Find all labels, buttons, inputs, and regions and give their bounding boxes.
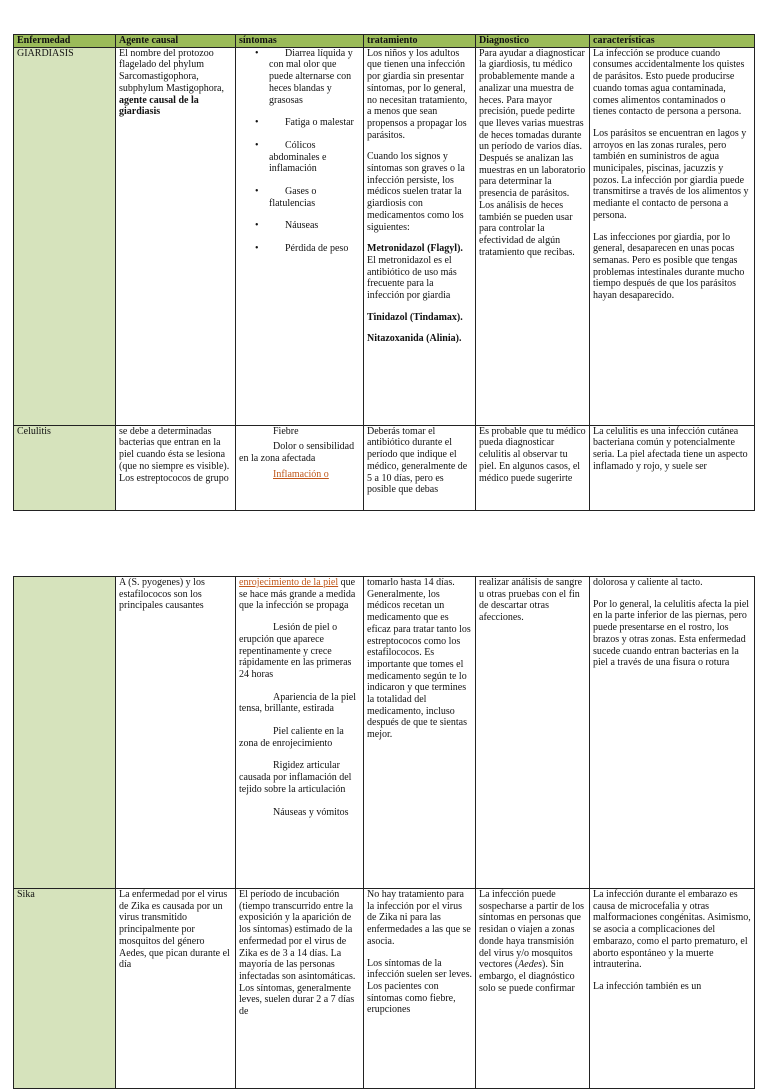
inflamacion-link[interactable]: Inflamación o [273, 468, 329, 480]
symptom-item: Lesión de piel o erupción que aparece repentinamente y crece rápidamente en las primeras 24 horas [239, 622, 352, 680]
characteristics-paragraph: La infección también es un [593, 980, 702, 992]
diagnosis-zika: La infección puede sospecharse a partir de los síntomas en personas que residan o viajen a zonas donde haya transmisión del virus y/o mosquitos vectores (Aedes). Sin embargo, el diagnóstico solo se puede confirmar [476, 889, 590, 1089]
disease-name-zika: Sika [14, 889, 116, 1089]
drug-nitazoxanida: Nitazoxanida (Alinia). [367, 333, 462, 345]
treatment-paragraph: No hay tratamiento para la infección por el virus de Zika ni para las enfermedades a las que se asocia. [367, 889, 471, 947]
disease-name-giardiasis: GIARDIASIS [14, 47, 116, 425]
symptom-item: Apariencia de la piel tensa, brillante, estirada [239, 691, 357, 715]
characteristics-paragraph: La infección se produce cuando consumes accidentalmente los quistes de parásitos. Esto puede producirse cuando tomas agua contaminada, comes alimentos contaminados o tienes contacto de persona a persona. [593, 47, 745, 118]
characteristics-paragraph: Los parásitos se encuentran en lagos y arroyos en las zonas rurales, pero también en suministros de agua municipales, piscinas, jacuzzis y pozos. La infección por giardia puede transmitirse a través de los alimentos y mediante el contacto de persona a persona. [593, 127, 749, 221]
row-giardiasis [14, 47, 755, 425]
characteristics-celulitis: La celulitis es una infección cutánea bacteriana común y potencialmente seria. La piel afectada tiene un aspecto inflamado y rojo, y suele ser [590, 425, 755, 510]
treatment-paragraph: Los niños y los adultos que tienen una infección por giardia sin presentar síntomas, por lo general, no necesitan tratamiento, a menos que sean propensos a propagar los parásitos. [367, 47, 468, 141]
disease-name-celulitis-cont [14, 577, 116, 889]
drug-metronidazol: Metronidazol (Flagyl). El metronidazol es el antibiótico de uso más frecuente para la infección por giardia [367, 243, 463, 302]
enrojecimiento-link[interactable]: enrojecimiento de la piel [239, 577, 339, 588]
diagnosis-giardiasis: Para ayudar a diagnosticar la giardiosis, tu médico probablemente mande a analizar una muestra de heces. Para mayor precisión, puede pedirte que lleves varias muestras de heces tomadas durante un período de varios días. Después se analizan las muestras en un laboratorio para determinar la presencia de parásitos. Los análisis de heces también se pueden usar para controlar la efectividad de algún tratamiento que recibas. [476, 47, 590, 425]
header-row [14, 35, 755, 48]
disease-table-part-2 [13, 576, 755, 1089]
symptom-item: • Gases o flatulencias [255, 186, 317, 209]
diagnosis-celulitis: Es probable que tu médico pueda diagnosticar celulitis al observar tu piel. En algunos casos, el médico puede sugerirte [476, 425, 590, 510]
symptom-item [239, 469, 360, 481]
agent-giardiasis-text: El nombre del protozoo flagelado del phylum Sarcomastigophora, subphylum Mastigophora, [119, 47, 224, 94]
drug-tinidazol: Tinidazol (Tindamax). [367, 311, 463, 323]
row-zika [14, 889, 755, 1089]
disease-name-celulitis: Celulitis [14, 425, 116, 510]
symptom-item: • Fatiga o malestar [255, 117, 354, 129]
symptoms-celulitis [236, 425, 364, 510]
treatment-paragraph: Los síntomas de la infección suelen ser leves. Los pacientes con síntomas como fiebre, erupciones [367, 957, 472, 1016]
header-sintomas: síntomas [236, 35, 364, 48]
symptom-item: • Náuseas [255, 220, 319, 232]
symptom-item: • Cólicos abdominales e inflamación [255, 139, 327, 175]
row-celulitis-start [14, 425, 755, 510]
characteristics-paragraph: dolorosa y caliente al tacto. [593, 577, 703, 588]
symptom-item: • Diarrea líquida y con mal olor que puede alternarse con heces blandas y grasosas [255, 47, 353, 106]
treatment-giardiasis [364, 47, 476, 425]
symptoms-celulitis-cont [236, 577, 364, 889]
symptom-item: Náuseas y vómitos [273, 806, 349, 818]
characteristics-celulitis-cont [590, 577, 755, 889]
symptoms-zika: El período de incubación (tiempo transcurrido entre la exposición y la aparición de los síntomas) estimado de la enfermedad por el virus de Zika es de 3 a 14 días. La mayoría de las personas infectadas son asintomáticas. Los síntomas, generalmente leves, suelen durar 2 a 7 días de [236, 889, 364, 1089]
characteristics-zika [590, 889, 755, 1089]
agent-giardiasis-bold: agente causal de la giardiasis [119, 94, 199, 118]
agent-giardiasis [116, 47, 236, 425]
characteristics-paragraph: Las infecciones por giardia, por lo general, desaparecen en unas pocas semanas. Pero es posible que tengas problemas intestinales durante mucho tiempo después de que los parásitos hayan desaparecido. [593, 231, 745, 302]
characteristics-paragraph: Por lo general, la celulitis afecta la piel en la parte inferior de las piernas, pero puede presentarse en el rostro, los brazos y otras zonas. Esta enfermedad sucede cuando entran bacterias en la piel a través de una fisura o rotura [593, 598, 750, 669]
disease-table-part-1 [13, 34, 755, 511]
diagnosis-celulitis-cont: realizar análisis de sangre u otras pruebas con el fin de descartar otras afecciones. [476, 577, 590, 889]
characteristics-giardiasis [590, 47, 755, 425]
header-tratamiento: tratamiento [364, 35, 476, 48]
treatment-zika [364, 889, 476, 1089]
agent-zika: La enfermedad por el virus de Zika es causada por un virus transmitido principalmente por mosquitos del género Aedes, que pican durante el día [116, 889, 236, 1089]
header-agente-causal: Agente causal [116, 35, 236, 48]
symptom-item: Dolor o sensibilidad en la zona afectada [239, 441, 355, 465]
symptom-item: • Pérdida de peso [255, 243, 349, 255]
header-enfermedad: Enfermedad [14, 35, 116, 48]
treatment-celulitis: Deberás tomar el antibiótico durante el período que indique el médico, generalmente de 5 a 10 días, pero es posible que debas [364, 425, 476, 510]
symptom-item: Piel caliente en la zona de enrojecimiento [239, 726, 344, 749]
header-diagnostico: Diagnostico [476, 35, 590, 48]
symptom-item: Rigidez articular causada por inflamación del tejido sobre la articulación [239, 760, 352, 795]
agent-celulitis: se debe a determinadas bacterias que entran en la piel cuando ésta se lesiona (que no siempre es visible). Los estreptococos de grupo [116, 425, 236, 510]
characteristics-paragraph: La infección durante el embarazo es causa de microcefalia y otras malformaciones congénitas. Asimismo, se asocia a complicaciones del embarazo, como el parto prematuro, el aborto espontáneo y la muerte intrauterina. [593, 889, 751, 971]
row-celulitis-cont [14, 577, 755, 889]
symptom-text: que se hace más grande a medida que la infección se propaga [239, 577, 356, 612]
treatment-celulitis-cont: tomarlo hasta 14 días. Generalmente, los médicos recetan un medicamento que es eficaz para tratar tanto los estreptococos como los estafilococos. Es importante que tomes el medicamento según te lo indicaron y que termines la totalidad del medicamento, incluso después de que te sientas mejor. [364, 577, 476, 889]
header-caracteristicas: características [590, 35, 755, 48]
symptoms-giardiasis [236, 47, 364, 425]
symptom-item: Fiebre [273, 425, 299, 437]
agent-celulitis-cont: A (S. pyogenes) y los estafilococos son los principales causantes [116, 577, 236, 889]
treatment-paragraph: Cuando los signos y síntomas son graves o la infección persiste, los médicos suelen tratar la giardiosis con medicamentos como los siguientes: [367, 151, 465, 233]
